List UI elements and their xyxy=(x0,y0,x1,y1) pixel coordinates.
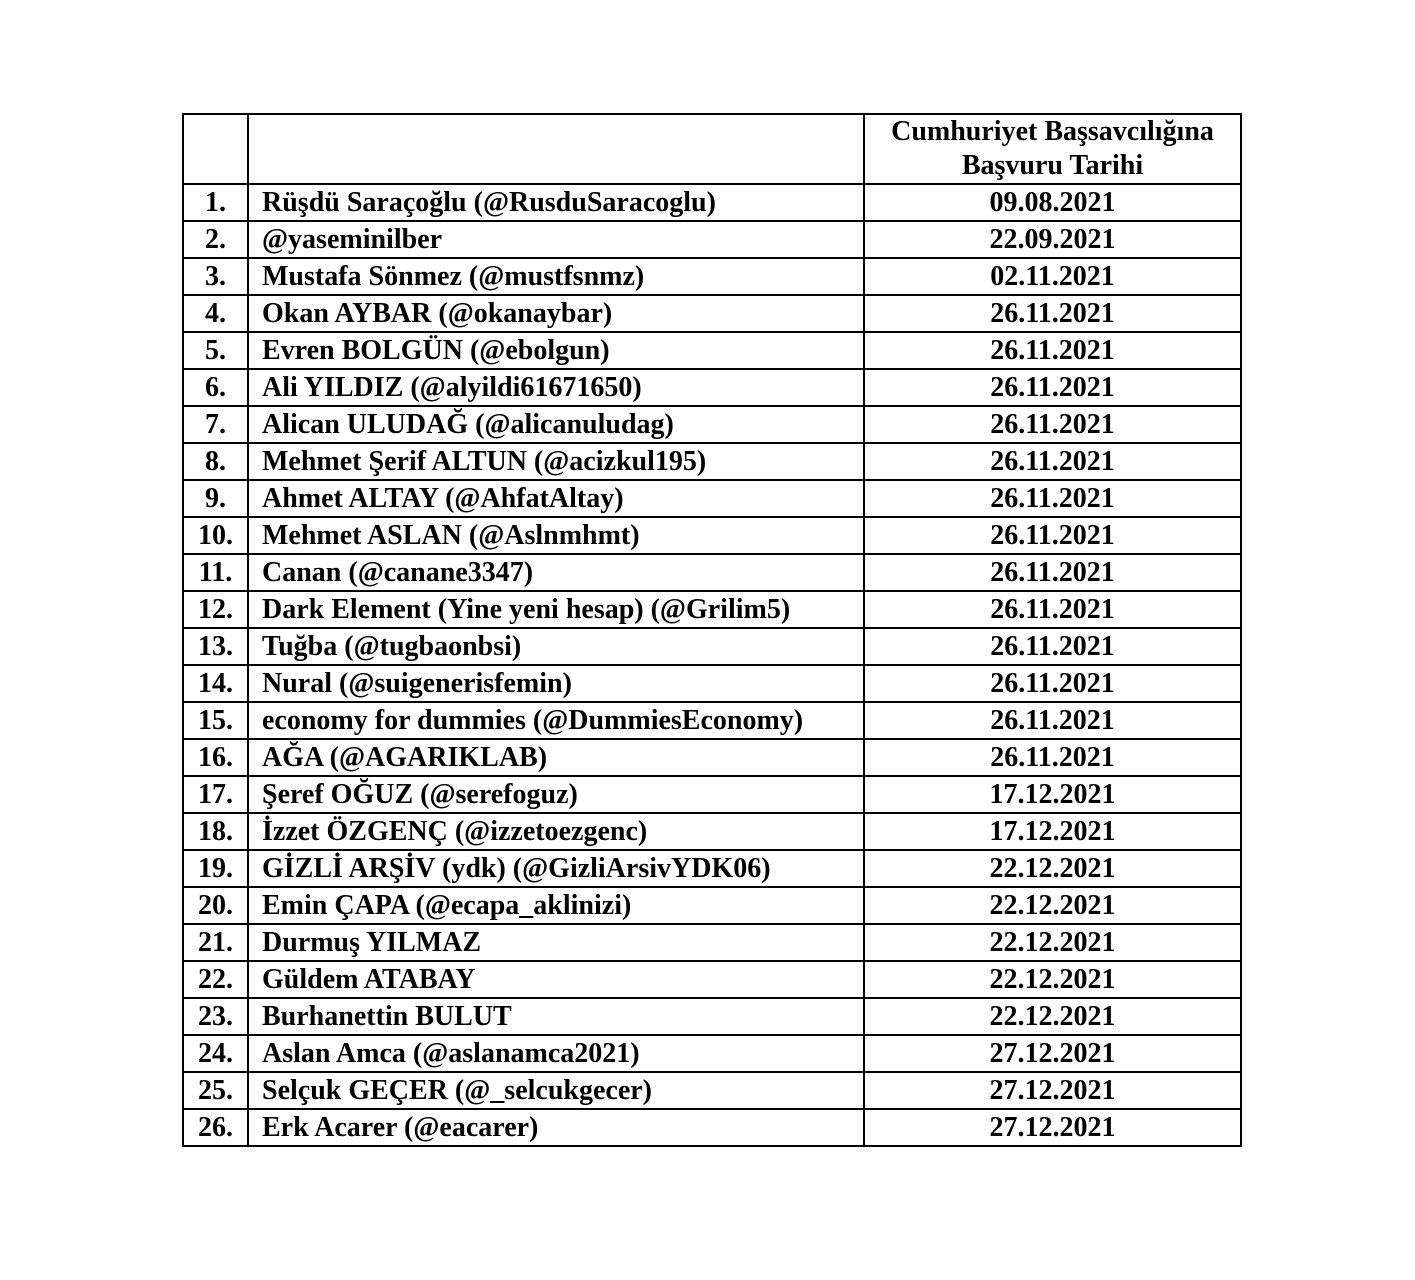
header-date-line1: Cumhuriyet Başsavcılığına xyxy=(891,116,1214,147)
applicants-table xyxy=(182,113,1242,1147)
account-name: Canan (@canane3347) xyxy=(248,554,864,591)
table-row xyxy=(183,924,1241,961)
account-name: Rüşdü Saraçoğlu (@RusduSaracoglu) xyxy=(248,184,864,221)
table-row xyxy=(183,998,1241,1035)
account-name: Güldem ATABAY xyxy=(248,961,864,998)
account-name: Aslan Amca (@aslanamca2021) xyxy=(248,1035,864,1072)
application-date: 26.11.2021 xyxy=(864,406,1241,443)
account-name: GİZLİ ARŞİV (ydk) (@GizliArsivYDK06) xyxy=(248,850,864,887)
header-name-cell xyxy=(248,114,864,184)
application-date: 26.11.2021 xyxy=(864,332,1241,369)
application-date: 22.12.2021 xyxy=(864,924,1241,961)
row-number: 26. xyxy=(183,1109,248,1146)
row-number: 17. xyxy=(183,776,248,813)
table-row xyxy=(183,961,1241,998)
account-name: Emin ÇAPA (@ecapa_aklinizi) xyxy=(248,887,864,924)
application-date: 22.12.2021 xyxy=(864,887,1241,924)
row-number: 13. xyxy=(183,628,248,665)
header-number-cell xyxy=(183,114,248,184)
table-row xyxy=(183,1035,1241,1072)
table-row xyxy=(183,554,1241,591)
account-name: Ahmet ALTAY (@AhfatAltay) xyxy=(248,480,864,517)
application-date: 26.11.2021 xyxy=(864,591,1241,628)
row-number: 19. xyxy=(183,850,248,887)
table-row xyxy=(183,850,1241,887)
application-date: 09.08.2021 xyxy=(864,184,1241,221)
account-name: economy for dummies (@DummiesEconomy) xyxy=(248,702,864,739)
row-number: 18. xyxy=(183,813,248,850)
table-row xyxy=(183,258,1241,295)
table-row xyxy=(183,443,1241,480)
application-date: 22.12.2021 xyxy=(864,850,1241,887)
header-date-cell xyxy=(864,114,1241,184)
row-number: 20. xyxy=(183,887,248,924)
table-row xyxy=(183,184,1241,221)
row-number: 21. xyxy=(183,924,248,961)
table-row xyxy=(183,776,1241,813)
row-number: 25. xyxy=(183,1072,248,1109)
header-date-line2: Başvuru Tarihi xyxy=(961,150,1144,181)
row-number: 2. xyxy=(183,221,248,258)
row-number: 8. xyxy=(183,443,248,480)
account-name: Mustafa Sönmez (@mustfsnmz) xyxy=(248,258,864,295)
table-row xyxy=(183,221,1241,258)
row-number: 14. xyxy=(183,665,248,702)
table-row xyxy=(183,739,1241,776)
row-number: 12. xyxy=(183,591,248,628)
application-date: 22.09.2021 xyxy=(864,221,1241,258)
row-number: 1. xyxy=(183,184,248,221)
application-date: 26.11.2021 xyxy=(864,739,1241,776)
account-name: @yaseminilber xyxy=(248,221,864,258)
row-number: 16. xyxy=(183,739,248,776)
application-date: 22.12.2021 xyxy=(864,998,1241,1035)
account-name: Selçuk GEÇER (@_selcukgecer) xyxy=(248,1072,864,1109)
account-name: Ali YILDIZ (@alyildi61671650) xyxy=(248,369,864,406)
account-name: AĞA (@AGARIKLAB) xyxy=(248,739,864,776)
account-name: Mehmet Şerif ALTUN (@acizkul195) xyxy=(248,443,864,480)
account-name: Alican ULUDAĞ (@alicanuludag) xyxy=(248,406,864,443)
account-name: Erk Acarer (@eacarer) xyxy=(248,1109,864,1146)
row-number: 4. xyxy=(183,295,248,332)
application-date: 02.11.2021 xyxy=(864,258,1241,295)
application-date: 17.12.2021 xyxy=(864,813,1241,850)
application-date: 26.11.2021 xyxy=(864,369,1241,406)
row-number: 24. xyxy=(183,1035,248,1072)
row-number: 6. xyxy=(183,369,248,406)
account-name: İzzet ÖZGENÇ (@izzetoezgenc) xyxy=(248,813,864,850)
row-number: 11. xyxy=(183,554,248,591)
table-body xyxy=(183,184,1241,1146)
table-row xyxy=(183,480,1241,517)
application-date: 22.12.2021 xyxy=(864,961,1241,998)
row-number: 7. xyxy=(183,406,248,443)
table-row xyxy=(183,406,1241,443)
row-number: 9. xyxy=(183,480,248,517)
application-date: 26.11.2021 xyxy=(864,702,1241,739)
account-name: Tuğba (@tugbaonbsi) xyxy=(248,628,864,665)
table-row xyxy=(183,369,1241,406)
table-row xyxy=(183,887,1241,924)
application-date: 26.11.2021 xyxy=(864,628,1241,665)
table-row xyxy=(183,628,1241,665)
row-number: 10. xyxy=(183,517,248,554)
row-number: 22. xyxy=(183,961,248,998)
table-row xyxy=(183,517,1241,554)
table-row xyxy=(183,1072,1241,1109)
account-name: Şeref OĞUZ (@serefoguz) xyxy=(248,776,864,813)
account-name: Nural (@suigenerisfemin) xyxy=(248,665,864,702)
application-date: 17.12.2021 xyxy=(864,776,1241,813)
application-date: 26.11.2021 xyxy=(864,480,1241,517)
table-row xyxy=(183,665,1241,702)
application-date: 26.11.2021 xyxy=(864,517,1241,554)
account-name: Okan AYBAR (@okanaybar) xyxy=(248,295,864,332)
table-row xyxy=(183,702,1241,739)
application-date: 27.12.2021 xyxy=(864,1035,1241,1072)
table-row xyxy=(183,295,1241,332)
application-date: 26.11.2021 xyxy=(864,665,1241,702)
account-name: Mehmet ASLAN (@Aslnmhmt) xyxy=(248,517,864,554)
account-name: Burhanettin BULUT xyxy=(248,998,864,1035)
row-number: 23. xyxy=(183,998,248,1035)
account-name: Durmuş YILMAZ xyxy=(248,924,864,961)
application-date: 26.11.2021 xyxy=(864,443,1241,480)
application-date: 26.11.2021 xyxy=(864,554,1241,591)
table-row xyxy=(183,1109,1241,1146)
table-row xyxy=(183,591,1241,628)
table-row xyxy=(183,813,1241,850)
row-number: 15. xyxy=(183,702,248,739)
account-name: Evren BOLGÜN (@ebolgun) xyxy=(248,332,864,369)
application-date: 27.12.2021 xyxy=(864,1109,1241,1146)
row-number: 3. xyxy=(183,258,248,295)
account-name: Dark Element (Yine yeni hesap) (@Grilim5) xyxy=(248,591,864,628)
application-date: 27.12.2021 xyxy=(864,1072,1241,1109)
application-date: 26.11.2021 xyxy=(864,295,1241,332)
table-header-row xyxy=(183,114,1241,184)
table-row xyxy=(183,332,1241,369)
row-number: 5. xyxy=(183,332,248,369)
